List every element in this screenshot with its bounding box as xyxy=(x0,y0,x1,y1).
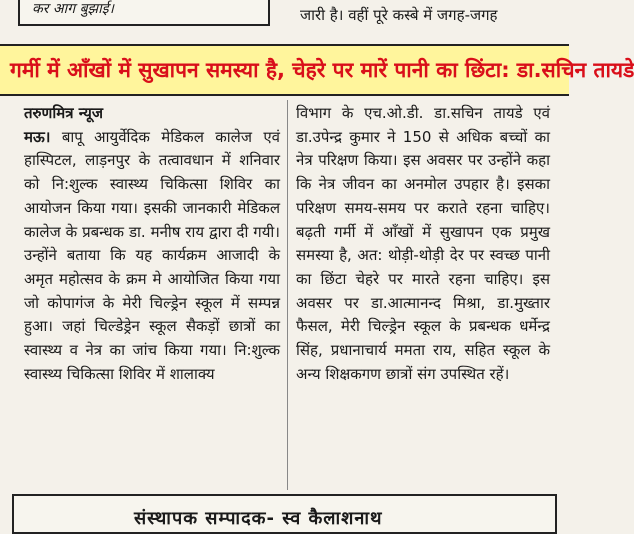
previous-article-strip xyxy=(0,0,569,38)
article-body-left: बापू आयुर्वेदिक मेडिकल कालेज एवं हास्पिटल, लाड़नपुर के तत्वावधान में शनिवार को नि:शुल्क स्वास्थ्य चिकित्सा शिविर का आयोजन किया गया। इसकी जानकारी मेडिकल कालेज के प्रबन्धक डा. मनीष राय द्वारा दी गयी। उन्होंने बताया कि यह कार्यक्रम आजादी के अमृत महोत्सव के क्रम मे आयोजित किया गया जो कोपागंज के मेरी चिल्ड्रेन स्कूल में सम्पन्न हुआ। जहां चिल्डेड्रेन स्कूल सैकड़ों छात्रों का स्वास्थ्य व नेत्र का जांच किया गया। नि:शुल्क स्वास्थ्य चिकित्सा शिविर में शालाक्य xyxy=(24,127,280,383)
article-body-right: विभाग के एच.ओ.डी. डा.सचिन तायडे एवं डा.उपेन्द्र कुमार ने 150 से अधिक बच्चों का नेत्र परिक्षण किया। इस अवसर पर उन्होंने कहा कि नेत्र जीवन का अनमोल उपहार है। इसका परिक्षण समय-समय पर कराते रहना चाहिए। बढ़ती गर्मी में आँखों में सुखापन एक प्रमुख समस्या है, अत: थोड़ी-थोड़ी देर पर स्वच्छ पानी का छिंटा चेहरे पर मारते रहना चाहिए। इस अवसर पर डा.आत्मानन्द मिश्रा, डा.मुख्तार फैसल, मेरी चिल्ड्रेन स्कूल के प्रबन्धक धर्मेन्द्र सिंह, प्रधानाचार्य ममता राय, सहित स्कूल के अन्य शिक्षकगण छात्रों संग उपस्थित रहें। xyxy=(296,104,550,383)
article-column-left xyxy=(24,102,280,386)
headline-bar xyxy=(0,44,634,96)
previous-article-text: कर आग बुझाई। xyxy=(32,1,114,17)
column-divider xyxy=(287,100,288,490)
previous-article-text-right: जारी है। वहीं पूरे कस्बे में जगह-जगह xyxy=(300,6,498,24)
article-paragraph-left xyxy=(24,126,280,387)
article-column-right xyxy=(296,102,550,386)
masthead-footer-text: संस्थापक सम्पादक- स्व कैलाशनाथ xyxy=(134,508,383,529)
dateline: मऊ। xyxy=(24,127,51,146)
byline: तरुणमित्र न्यूज xyxy=(24,104,103,122)
masthead-footer-box xyxy=(12,494,557,534)
previous-article-box xyxy=(18,0,270,26)
headline: गर्मी में आँखों में सुखापन समस्या है, चेहरे पर मारें पानी का छिंटा: डा.सचिन तायडे xyxy=(10,58,634,82)
